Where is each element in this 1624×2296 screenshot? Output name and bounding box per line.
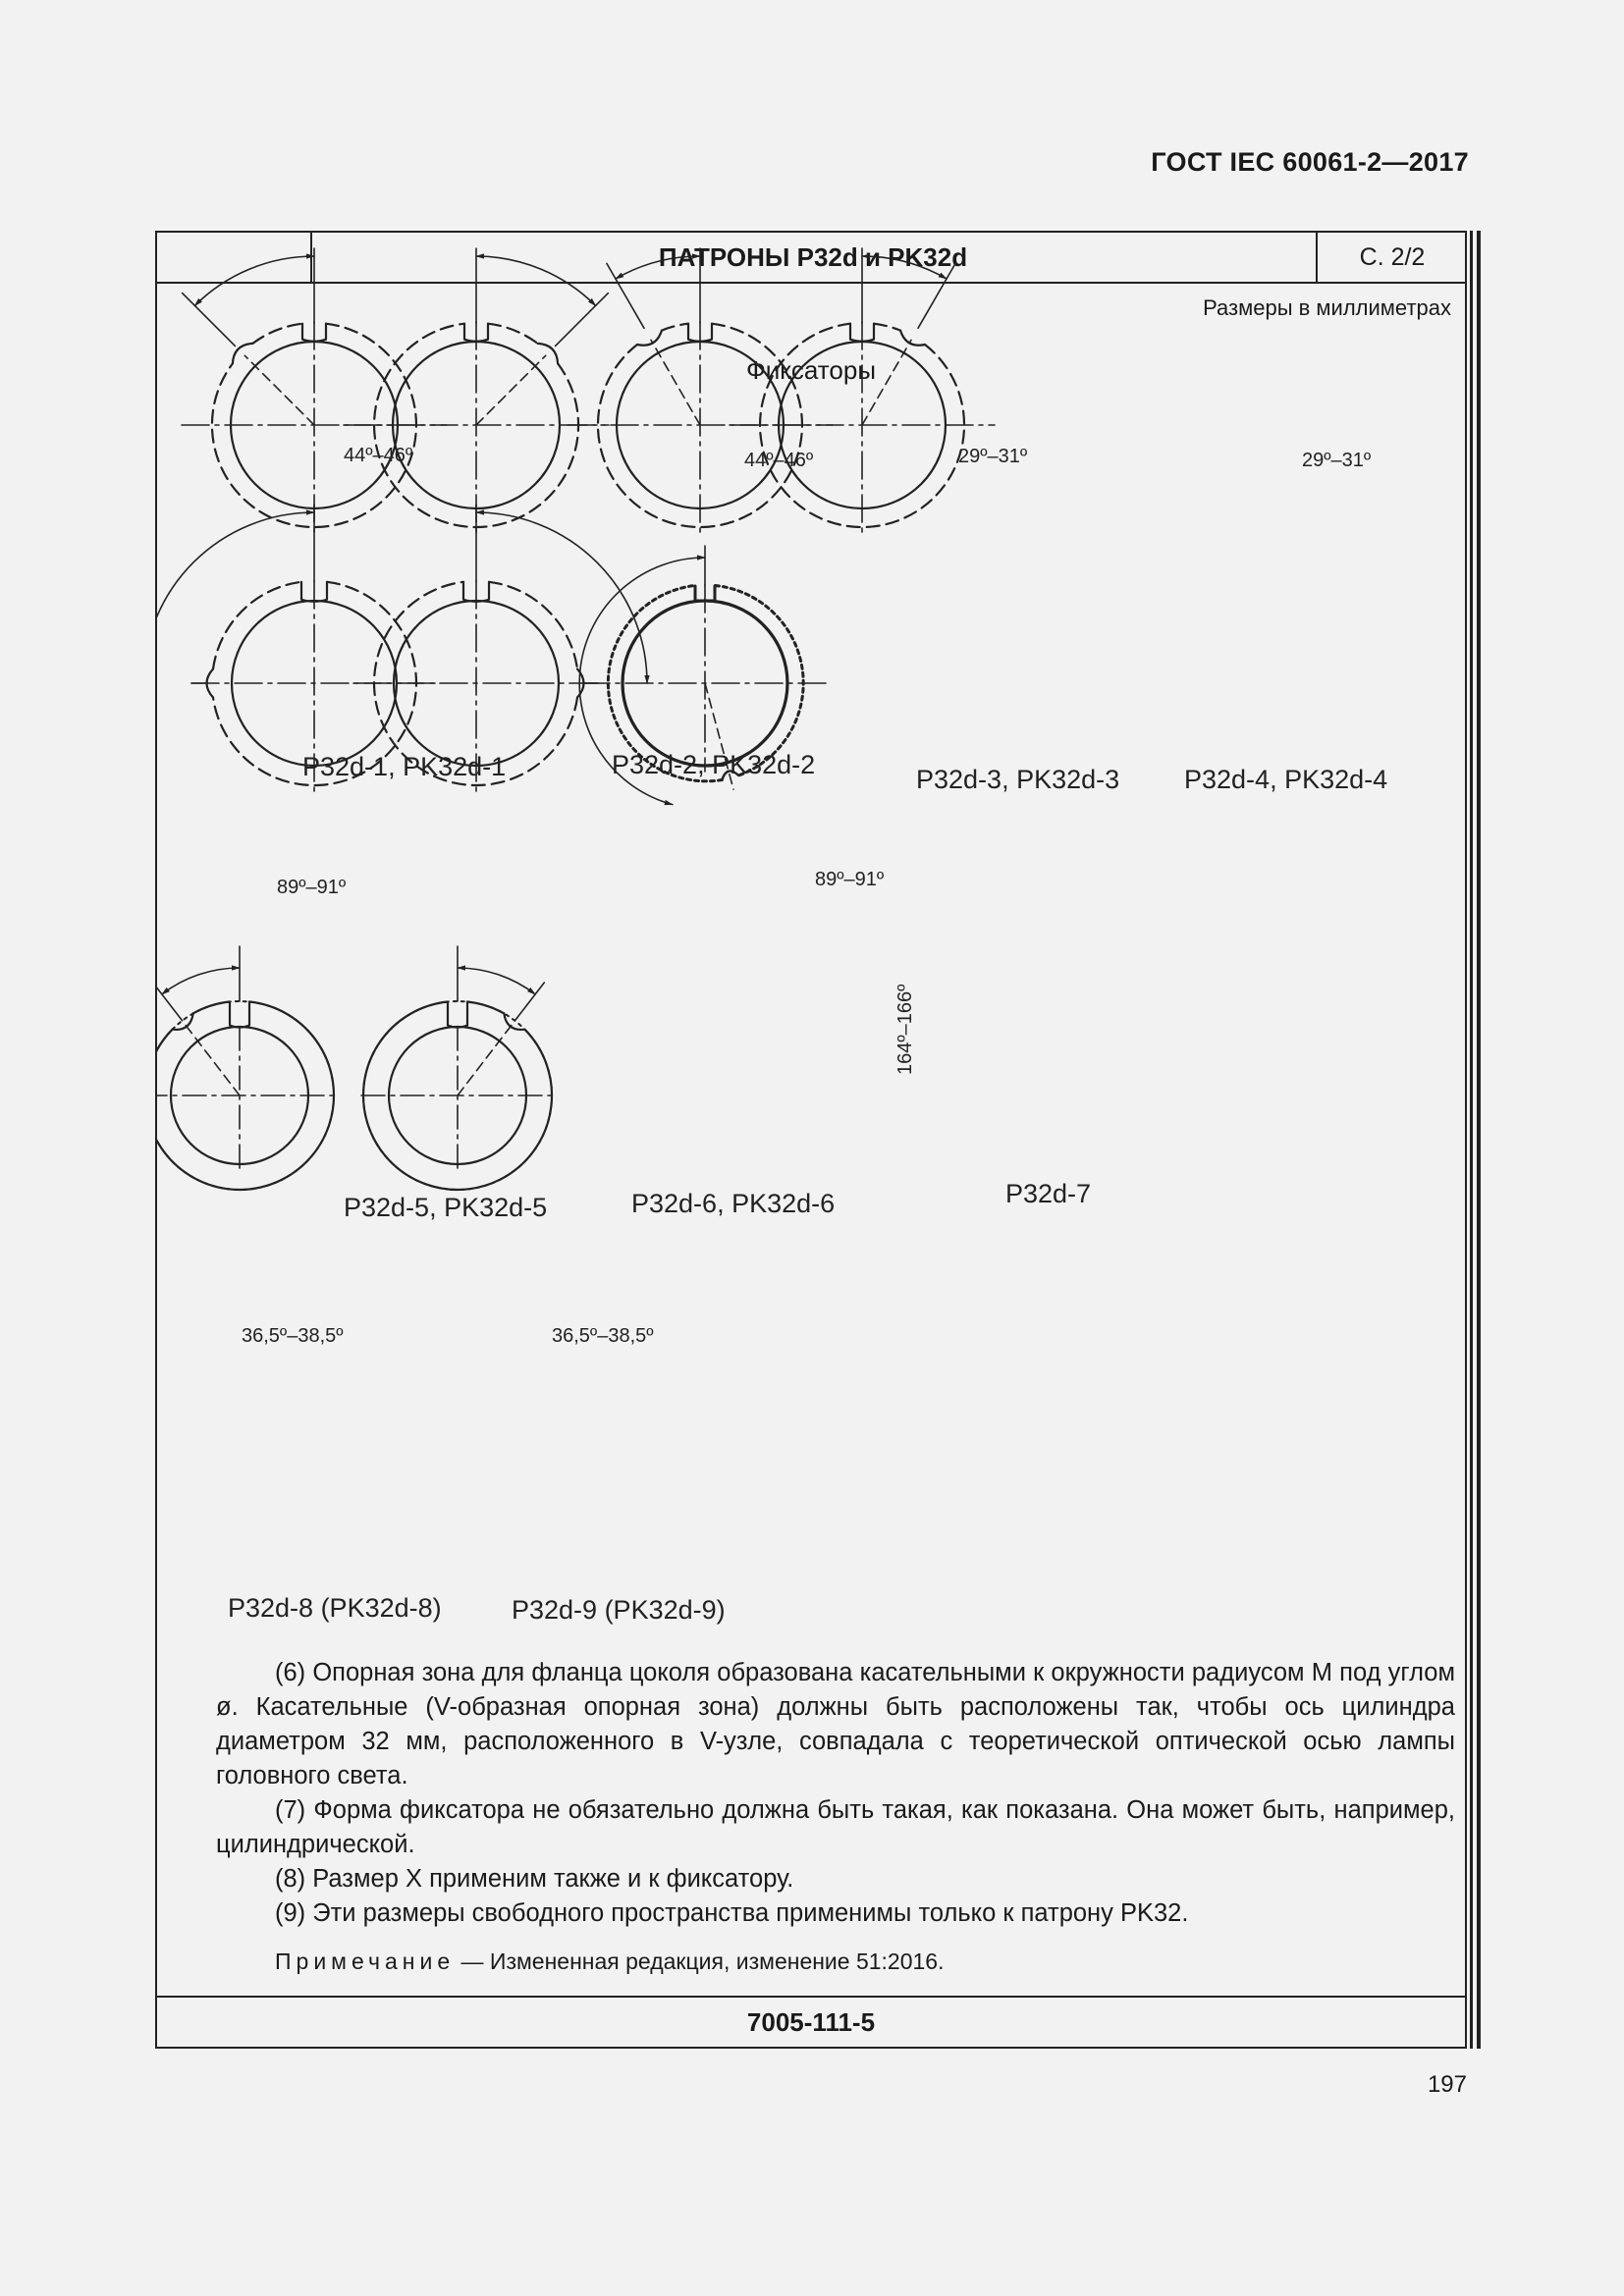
frame-rule [1470,231,1473,2049]
angle-label-1: 44º–46º [344,445,413,466]
extension-line [476,355,546,425]
remark-text: — Измененная редакция, изменение 51:2016. [455,1949,945,1974]
remark [216,1945,1455,1979]
angle-label-8: 36,5º–38,5º [242,1325,344,1347]
angle-label-4: 29º–31º [1302,450,1372,471]
note-8: (8) Размер X применим также и к фиксатору. [275,1865,794,1893]
standard-number: ГОСТ IEC 60061-2—2017 [1151,147,1469,177]
fig-p32d-6 [353,505,647,791]
fig-label-4: P32d-4, PK32d-4 [1184,765,1388,794]
fig-p32d-2 [344,248,609,533]
frame-rule [1477,231,1481,2049]
dimension-arc [616,256,700,279]
sheet-frame [155,231,1467,2049]
locator-lug [637,331,662,346]
dimension-arc [476,512,647,683]
dimension-arc [862,256,947,279]
fig-p32d-1 [182,248,447,533]
dimension-arc [476,256,596,305]
fig-label-9: P32d-9 (PK32d-9) [512,1595,726,1625]
fig-p32d-8 [157,946,336,1190]
locator-lug [538,344,559,364]
locator-lug [233,344,253,364]
note-7: (7) Форма фиксатора не обязательно должна быть такая, как показана. Она может быть, например, цилиндрической. [216,1796,1455,1858]
fig-label-5: P32d-5, PK32d-5 [344,1193,548,1222]
fig-p32d-4 [730,248,995,533]
extension-line [244,355,314,425]
page-number: 197 [1427,2071,1467,2098]
fig-p32d-9 [361,946,554,1190]
fig-label-2: P32d-2, PK32d-2 [612,750,816,779]
fig-p32d-5 [157,505,437,791]
extension-line [556,294,609,347]
sheet-title: ПАТРОНЫ P32d и PK32d [658,242,968,272]
fig-label-1: P32d-1, PK32d-1 [302,752,507,781]
fig-label-3: P32d-3, PK32d-3 [916,765,1120,794]
angle-label-3: 29º–31º [958,446,1028,467]
angle-label-6: 89º–91º [815,869,885,890]
angle-label-2: 44º–46º [744,450,814,471]
fig-label-7: P32d-7 [1005,1179,1092,1208]
angle-label-7: 164º–166º [894,984,916,1075]
units-note: Размеры в миллиметрах [1203,295,1451,320]
extension-line [458,1024,513,1095]
angle-label-9: 36,5º–38,5º [552,1325,654,1347]
sheet-page: С. 2/2 [1316,233,1467,282]
keyway-notch [448,1002,467,1028]
note-6: (6) Опорная зона для фланца цоколя образована касательными к окружности радиусом M под углом ø. Касательные (V-образная опорная зона) должны быть расположены так, чтобы ось цилиндра диаметром 32 мм, расположенного в V-узле, совпадала с теоретической оптической осью лампы головного света. [216,1659,1455,1789]
note-9: (9) Эти размеры свободного пространства применимы только к патрону PK32. [275,1899,1189,1927]
keyway-notch [230,1002,249,1028]
locator-lug [900,331,925,346]
remark-label: Примечание [275,1949,456,1974]
extension-line [651,340,700,425]
sheet-code: 7005-111-5 [157,1996,1465,2047]
dimension-arc [162,968,240,994]
fig-label-6: P32d-6, PK32d-6 [631,1189,836,1218]
extension-line [185,1024,240,1095]
extension-line [862,340,911,425]
figure-title: Фиксаторы [745,355,877,385]
dimension-arc [194,256,314,305]
notes [216,1656,1455,1979]
fig-p32d-3 [568,248,833,533]
fig-label-8: P32d-8 (PK32d-8) [228,1593,442,1623]
extension-line [183,294,236,347]
angle-label-5: 89º–91º [277,877,347,898]
extension-line [514,983,544,1021]
dimension-arc [458,968,535,994]
